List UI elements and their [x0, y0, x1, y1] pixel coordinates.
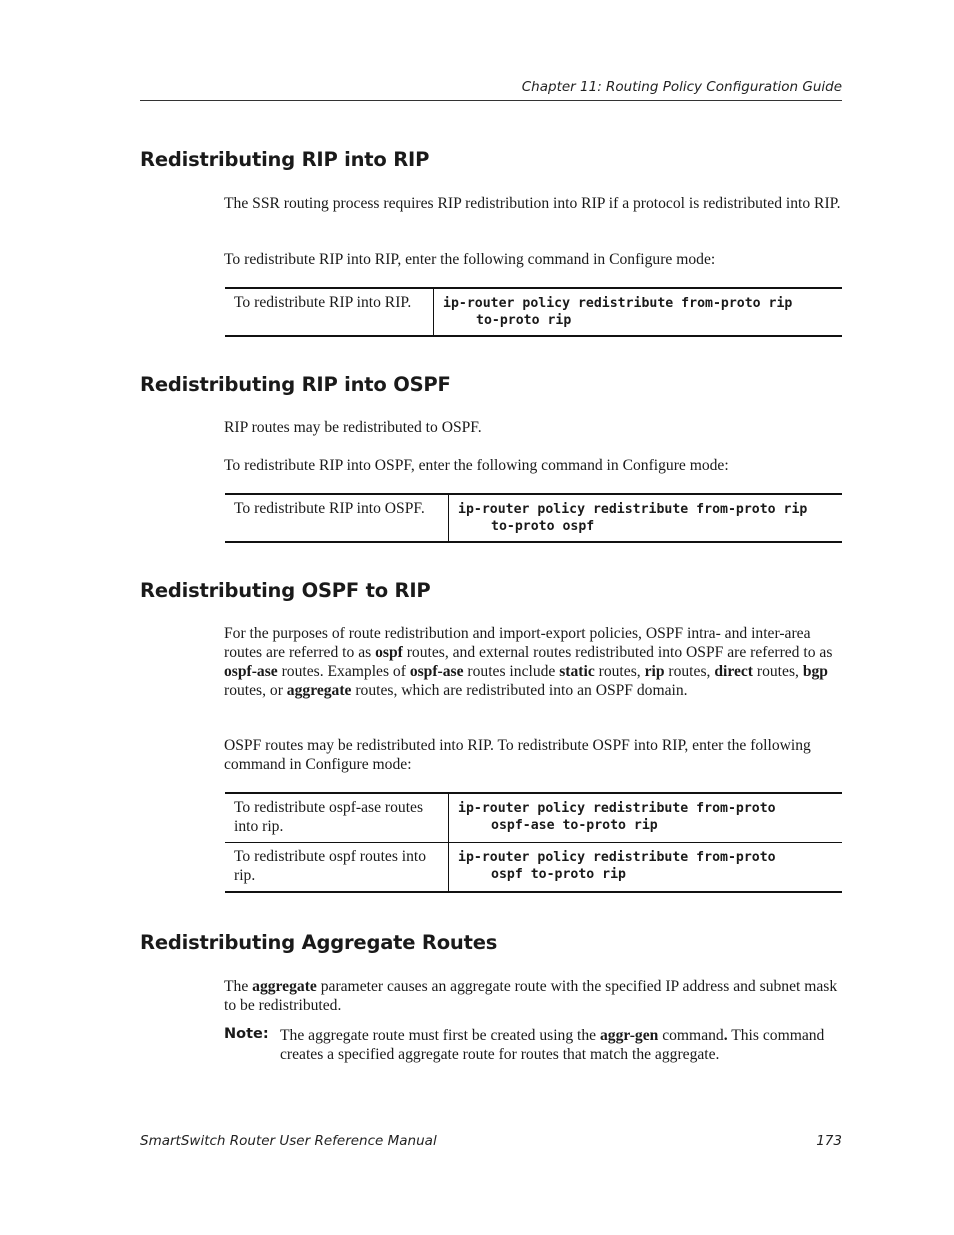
command-line-continued: to-proto rip [476, 313, 572, 328]
command-table [225, 493, 842, 543]
command-row [225, 494, 842, 542]
note-label: Note: [224, 1026, 269, 1042]
command-table [225, 792, 842, 893]
command-syntax [449, 494, 843, 542]
section-paragraph: The SSR routing process requires RIP redistribution into RIP if a protocol is redistributed into RIP. [224, 195, 841, 212]
command-line: ip-router policy redistribute from-proto rip [443, 296, 793, 311]
command-description: To redistribute ospf-ase routes into rip. [225, 793, 449, 843]
command-syntax [434, 288, 843, 336]
command-row [225, 288, 842, 336]
command-syntax [449, 843, 843, 893]
section-title-aggregate-routes: Redistributing Aggregate Routes [140, 931, 498, 954]
command-description: To redistribute RIP into OSPF. [225, 494, 449, 542]
command-line: ip-router policy redistribute from-proto rip [458, 502, 808, 517]
command-row [225, 843, 842, 893]
command-row [225, 793, 842, 843]
section-title-rip-into-rip: Redistributing RIP into RIP [140, 148, 430, 171]
command-table [225, 287, 842, 337]
header-rule [140, 100, 842, 101]
section-paragraph: For the purposes of route redistribution and import-export policies, OSPF intra- and inter-area routes are referred to as ospf routes, and external routes redistributed into OSPF are referred to as ospf-ase routes. Examples of ospf-ase routes include static routes, rip routes, direct routes, bgp routes, or aggregate routes, which are redistributed into an OSPF domain. [224, 625, 833, 699]
section-title-ospf-to-rip: Redistributing OSPF to RIP [140, 579, 431, 602]
section-paragraph: To redistribute RIP into RIP, enter the following command in Configure mode: [224, 251, 716, 268]
section-title-rip-into-ospf: Redistributing RIP into OSPF [140, 373, 451, 396]
command-line-continued: to-proto ospf [491, 519, 595, 534]
command-syntax [449, 793, 843, 843]
running-header: Chapter 11: Routing Policy Configuration Guide [521, 79, 842, 95]
command-line: ip-router policy redistribute from-proto [458, 850, 776, 865]
footer-page-number: 173 [816, 1133, 842, 1149]
command-description: To redistribute RIP into RIP. [225, 288, 434, 336]
command-line-continued: ospf to-proto rip [491, 867, 626, 882]
footer-manual-title: SmartSwitch Router User Reference Manual [140, 1133, 437, 1149]
section-paragraph: RIP routes may be redistributed to OSPF. [224, 419, 482, 436]
command-line-continued: ospf-ase to-proto rip [491, 818, 658, 833]
command-description: To redistribute ospf routes into rip. [225, 843, 449, 893]
section-paragraph: OSPF routes may be redistributed into RIP. To redistribute OSPF into RIP, enter the following command in Configure mode: [224, 737, 811, 773]
section-paragraph: The aggregate parameter causes an aggregate route with the specified IP address and subnet mask to be redistributed. [224, 978, 838, 1014]
note-body: The aggregate route must first be created using the aggr-gen command. This command creates a specified aggregate route for routes that match the aggregate. [280, 1027, 825, 1063]
section-paragraph: To redistribute RIP into OSPF, enter the following command in Configure mode: [224, 457, 729, 474]
command-line: ip-router policy redistribute from-proto [458, 801, 776, 816]
